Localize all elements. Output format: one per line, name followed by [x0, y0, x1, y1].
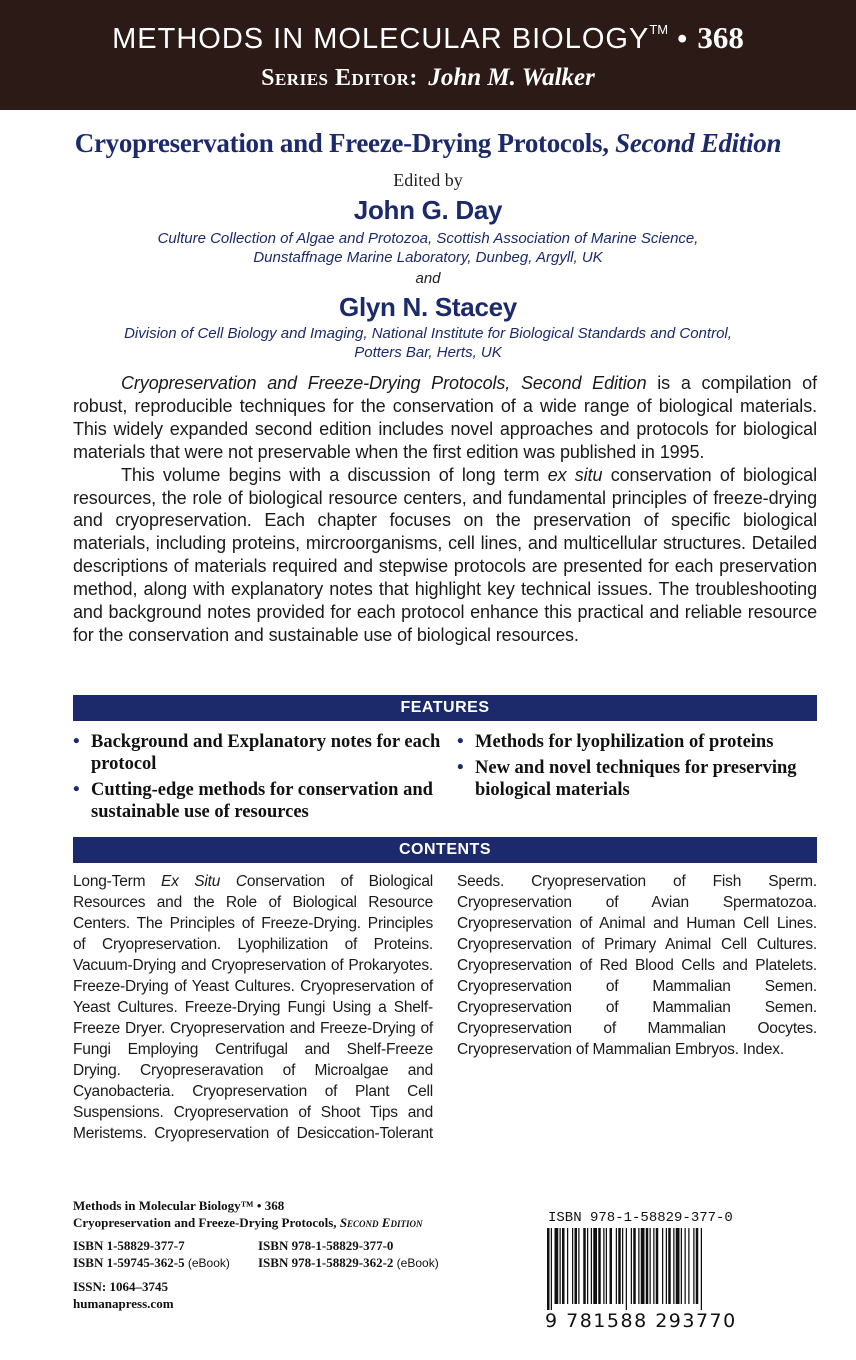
book-title-edition: Second Edition: [615, 128, 782, 158]
isbn-13-ebook: [258, 1254, 439, 1272]
book-title-main: Cryopreservation and Freeze-Drying Protocols,: [74, 128, 609, 158]
isbn-10-ebook-number: ISBN 1-59745-362-5: [73, 1255, 185, 1270]
description-paragraph-2: [73, 464, 817, 647]
editor-2-affiliation-line-1: Division of Cell Biology and Imaging, National Institute for Biological Standards and Control,: [124, 325, 732, 342]
isbn-row: [73, 1237, 493, 1254]
features-list-left: [73, 731, 443, 827]
isbn-10: ISBN 1-58829-377-7: [73, 1238, 185, 1253]
barcode-icon: [545, 1228, 745, 1310]
trademark-symbol: TM: [649, 22, 669, 37]
isbn-13: ISBN 978-1-58829-377-0: [258, 1238, 394, 1253]
volume-number: 368: [697, 20, 744, 55]
footer-title-line: [73, 1214, 493, 1231]
contents-lead-italic: Ex Situ C: [160, 873, 247, 890]
isbn-barcode: [545, 1210, 765, 1330]
publisher-website: humanapress.com: [73, 1296, 174, 1311]
description-p1-text: is a compilation of robust, reproducible techniques for the conservation of a wide range of biological materials. This widely expanded second edition includes novel approaches and protocols for biological materials that were not preservable when the first edition was published in 1995.: [73, 373, 817, 462]
isbn-13-ebook-number: ISBN 978-1-58829-362-2: [258, 1255, 394, 1270]
issn: ISSN: 1064–3745: [73, 1279, 168, 1294]
series-separator: •: [677, 23, 689, 55]
footer-series-line: Methods in Molecular Biology™ • 368: [73, 1198, 285, 1213]
description-title-italic: Cryopreservation and Freeze-Drying Protocols, Second Edition: [121, 373, 647, 393]
description-p2-start: This volume begins with a discussion of long term: [121, 464, 548, 485]
features-list-right: [457, 731, 819, 805]
feature-item: • Background and Explanatory notes for each protocol: [73, 731, 443, 775]
ebook-label: (eBook): [396, 1256, 439, 1270]
book-title: [0, 128, 856, 159]
contents-lead: Long-Term: [73, 873, 161, 890]
series-editor-name: John M. Walker: [428, 64, 595, 91]
feature-item: • Cutting-edge methods for conservation and sustainable use of resources: [73, 779, 443, 823]
feature-item: • Methods for lyophilization of proteins: [457, 731, 819, 753]
and-conjunction: and: [415, 270, 441, 287]
description-paragraph-1: [73, 372, 817, 464]
series-title: METHODS IN MOLECULAR BIOLOGY: [112, 23, 650, 55]
barcode-isbn-text: ISBN 978-1-58829-377-0: [548, 1210, 733, 1226]
description-p2-italic: ex situ: [547, 464, 603, 485]
series-header-band: [0, 0, 856, 110]
description-p2-text: conservation of biological resources, the role of biological resource centers, and fundamental principles of freeze-drying and cryopreservation. Each chapter focuses on the preservation of specific biological materials, including proteins, mircroorganisms, cell lines, and multicellular structures. Detailed descriptions of materials required and stepwise protocols are presented for each preservation method, along with explanatory notes that highlight key technical issues. The troubleshooting and background notes provided for each protocol enhance this practical and reliable resource for the conservation and sustainable use of biological resources.: [73, 464, 817, 645]
contents-heading-bar: CONTENTS: [73, 837, 817, 863]
editor-1-affiliation-line-2: Dunstaffnage Marine Laboratory, Dunbeg, Argyll, UK: [253, 249, 603, 266]
footer-title-edition: Second Edition: [339, 1215, 423, 1230]
isbn-row: [73, 1254, 493, 1272]
contents-text: [73, 871, 817, 1161]
contents-body: onservation of Biological Resources and the Role of Biological Resource Centers. The Principles of Freeze-Drying. Principles of Cryopreservation. Lyophilization of Proteins. Vacuum-Drying and Cryopreservation of Prokaryotes. Freeze-Drying of Yeast Cultures. Cryopreservation of Yeast Cultures. Freeze-Drying Fungi Using a Shelf-Freeze Dryer. Cryopreservation and Freeze-Drying of Fungi Employing Centrifugal and Shelf-Freeze Drying. Cryopreseravation of Microalgae and Cyanobacteria. Cryopreservation of Plant Cell Suspensions. Cryopreservation of Shoot Tips and Meristems. Cryopreservation of Desiccation-Tolerant Seeds. Cryopreservation of Fish Sperm. Cryopreservation of Avian Spermatozoa. Cryopreservation of Animal and Human Cell Lines. Cryopreservation of Primary Animal Cell Cultures. Cryopreservation of Red Blood Cells and Platelets. Cryopreservation of Mammalian Semen. Cryopreservation of Mammalian Semen. Cryopreservation of Mammalian Oocytes. Cryopreservation of Mammalian Embryos. Index.: [73, 873, 817, 1142]
isbn-10-ebook: [73, 1254, 258, 1272]
features-heading-bar: FEATURES: [73, 695, 817, 721]
editor-name-1: John G. Day: [353, 195, 503, 225]
publication-info: [73, 1197, 493, 1312]
editor-2-affiliation-line-2: Potters Bar, Herts, UK: [354, 344, 502, 361]
book-description: [73, 372, 817, 647]
series-editor-label: Series Editor:: [261, 65, 418, 91]
editor-name-2: Glyn N. Stacey: [339, 292, 517, 322]
series-editor-line: [0, 64, 856, 92]
editor-1-affiliation-line-1: Culture Collection of Algae and Protozoa, Scottish Association of Marine Science,: [157, 230, 699, 247]
feature-item: • New and novel techniques for preserving biological materials: [457, 757, 819, 801]
edited-by-label: Edited by: [393, 170, 463, 190]
ebook-label: (eBook): [187, 1256, 230, 1270]
barcode-digits: 9 781588 293770: [545, 1310, 737, 1332]
footer-title: Cryopreservation and Freeze-Drying Protocols,: [73, 1215, 337, 1230]
series-title-line: [0, 20, 856, 56]
